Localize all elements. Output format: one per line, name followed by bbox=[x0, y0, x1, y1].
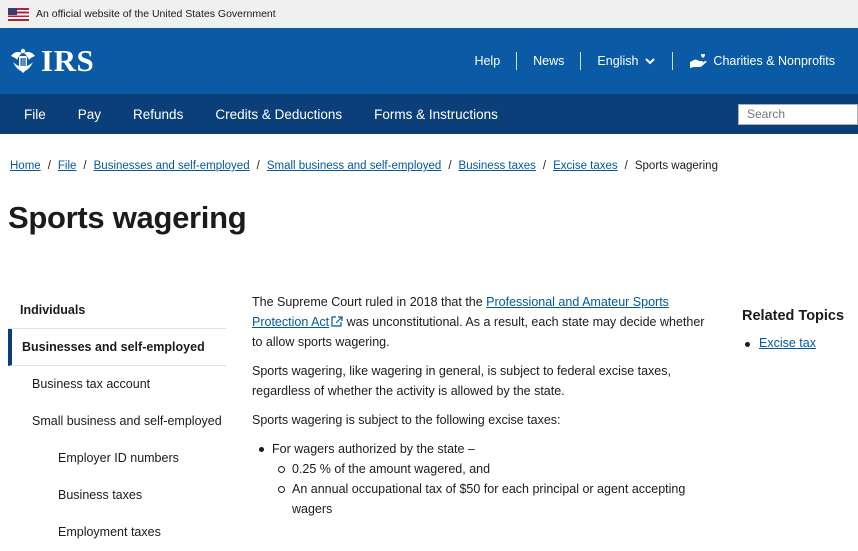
hand-heart-icon bbox=[689, 53, 707, 69]
gov-banner-text: An official website of the United States Government bbox=[36, 8, 276, 20]
sidebar-item-business-tax-account[interactable]: Business tax account bbox=[32, 377, 151, 391]
main-content bbox=[252, 292, 718, 519]
list-item bbox=[742, 336, 858, 350]
language-label: English bbox=[597, 54, 639, 68]
main-nav bbox=[0, 94, 858, 134]
logo-text: IRS bbox=[41, 43, 95, 78]
paragraph-following: Sports wagering is subject to the following excise taxes: bbox=[252, 413, 561, 427]
irs-eagle-logo-icon bbox=[8, 46, 38, 76]
gov-banner bbox=[0, 0, 858, 28]
irs-logo[interactable] bbox=[8, 43, 94, 79]
breadcrumb-separator: / bbox=[47, 160, 51, 172]
nav-item-file[interactable]: File bbox=[24, 106, 46, 122]
help-link[interactable]: Help bbox=[474, 54, 501, 68]
breadcrumb-separator: / bbox=[83, 160, 87, 172]
list-item bbox=[252, 439, 718, 519]
sidebar-item-employer-id[interactable]: Employer ID numbers bbox=[58, 451, 179, 465]
pasp-act-link-text: Professional and Amateur Sports Protection Act bbox=[252, 295, 669, 329]
sub-list-item: 0.25 % of the amount wagered, and bbox=[272, 459, 718, 479]
us-flag-icon bbox=[8, 8, 29, 21]
breadcrumb-business-taxes[interactable]: Business taxes bbox=[458, 160, 536, 172]
search-input[interactable] bbox=[738, 104, 858, 125]
paragraph-text: The Supreme Court ruled in 2018 that the bbox=[252, 295, 487, 309]
excise-tax-link[interactable]: Excise tax bbox=[759, 336, 816, 350]
charities-label: Charities & Nonprofits bbox=[713, 54, 835, 68]
breadcrumb bbox=[10, 160, 718, 172]
related-topics bbox=[742, 308, 858, 350]
nav-item-pay[interactable]: Pay bbox=[77, 106, 102, 122]
related-topics-heading: Related Topics bbox=[742, 308, 845, 324]
sidebar-item-business-taxes[interactable]: Business taxes bbox=[58, 488, 143, 502]
sidebar-nav bbox=[8, 292, 226, 551]
list-item-text: For wagers authorized by the state – bbox=[272, 442, 475, 456]
chevron-down-icon bbox=[644, 55, 656, 67]
paragraph-ruling bbox=[252, 292, 718, 352]
sidebar-item-employment-taxes[interactable]: Employment taxes bbox=[58, 525, 161, 539]
sub-list bbox=[272, 459, 718, 519]
breadcrumb-separator: / bbox=[624, 160, 628, 172]
breadcrumb-file[interactable]: File bbox=[57, 160, 77, 172]
charities-link[interactable] bbox=[673, 53, 851, 69]
breadcrumb-separator: / bbox=[256, 160, 260, 172]
sidebar-item-businesses-self-employed[interactable]: Businesses and self-employed bbox=[8, 329, 226, 366]
related-topics-list bbox=[742, 336, 858, 350]
nav-item-credits-deductions[interactable]: Credits & Deductions bbox=[215, 106, 343, 122]
sidebar-item-individuals[interactable]: Individuals bbox=[8, 292, 226, 329]
breadcrumb-home[interactable]: Home bbox=[10, 160, 41, 172]
breadcrumb-separator: / bbox=[542, 160, 547, 172]
utility-nav bbox=[458, 52, 858, 70]
nav-item-refunds[interactable]: Refunds bbox=[133, 106, 184, 122]
site-header bbox=[0, 28, 858, 94]
nav-item-forms-instructions[interactable]: Forms & Instructions bbox=[374, 106, 498, 122]
breadcrumb-current: Sports wagering bbox=[634, 160, 718, 172]
external-link-icon bbox=[331, 316, 343, 327]
sub-list-item: An annual occupational tax of $50 for each principal or agent accepting wagers bbox=[272, 479, 718, 519]
paragraph-text: was unconstitutional. As a result, each state may decide whether to allow sports wagering. bbox=[252, 315, 705, 349]
breadcrumb-separator: / bbox=[448, 160, 452, 172]
breadcrumb-small-business[interactable]: Small business and self-employed bbox=[266, 160, 442, 172]
page-title: Sports wagering bbox=[8, 200, 247, 235]
breadcrumb-excise-taxes[interactable]: Excise taxes bbox=[553, 160, 618, 172]
paragraph-excise: Sports wagering, like wagering in general, is subject to federal excise taxes, regardless of whether the activity is allowed by the state. bbox=[252, 364, 671, 398]
excise-list bbox=[252, 439, 718, 519]
sidebar-item-small-business[interactable]: Small business and self-employed bbox=[32, 414, 222, 428]
language-selector[interactable] bbox=[581, 54, 672, 68]
breadcrumb-businesses[interactable]: Businesses and self-employed bbox=[93, 160, 250, 172]
news-link[interactable]: News bbox=[533, 54, 565, 68]
